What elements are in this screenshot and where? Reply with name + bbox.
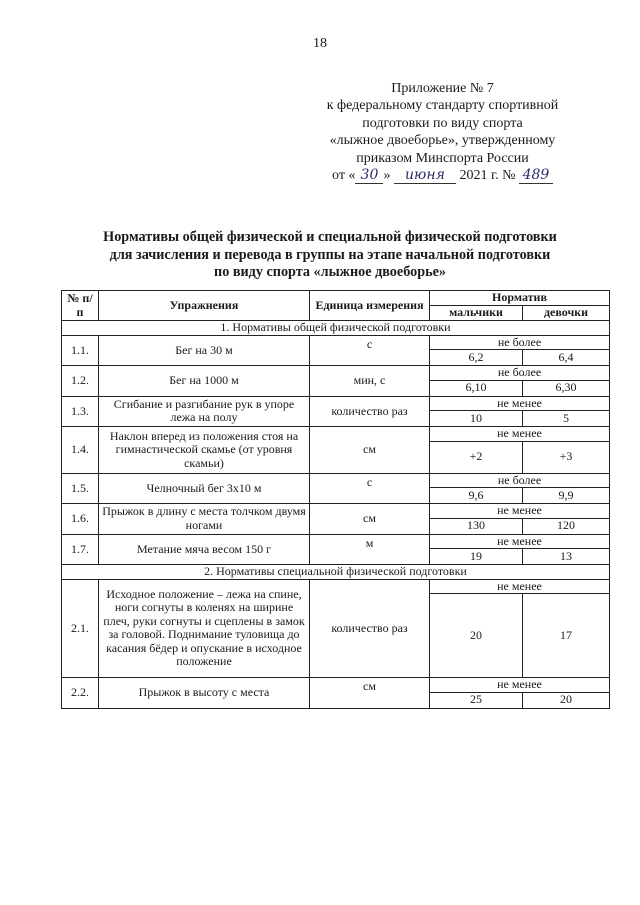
row-qualifier: не более (430, 473, 610, 488)
row-num: 1.2. (62, 366, 99, 397)
handwritten-day: 30 (355, 168, 383, 184)
section-title: 2. Нормативы специальной физической подготовки (62, 565, 610, 580)
row-exercise: Исходное положение – лежа на спине, ноги согнуты в коленях на ширине плеч, руки согнуты и сцеплены в замок за головой. Поднимание туловища до касания бёдер и опускание в исходное положение (99, 579, 310, 678)
header-norm: Норматив (430, 291, 610, 306)
row-girls-value: 13 (523, 549, 610, 565)
row-girls-value: 9,9 (523, 488, 610, 504)
row-boys-value: 9,6 (430, 488, 523, 504)
row-unit: количество раз (310, 396, 430, 427)
table-row (62, 678, 610, 693)
row-girls-value: 5 (523, 411, 610, 427)
row-unit: см (310, 504, 430, 535)
row-exercise: Прыжок в высоту с места (99, 678, 310, 709)
row-exercise: Челночный бег 3х10 м (99, 473, 310, 504)
header-exercise: Упражнения (99, 291, 310, 321)
row-unit: с (310, 335, 430, 366)
table-row (62, 534, 610, 549)
row-qualifier: не менее (430, 579, 610, 594)
row-exercise: Бег на 1000 м (99, 366, 310, 397)
date-mid: » (383, 168, 391, 184)
row-boys-value: 25 (430, 692, 523, 708)
row-girls-value: 17 (523, 594, 610, 678)
table-row (62, 473, 610, 488)
row-qualifier: не менее (430, 427, 610, 442)
header-girls: девочки (523, 306, 610, 321)
page-number: 18 (313, 36, 327, 51)
appendix-line: Приложение № 7 (391, 81, 494, 96)
row-boys-value: 130 (430, 518, 523, 534)
section-row (62, 321, 610, 336)
row-boys-value: 6,2 (430, 350, 523, 366)
handwritten-month: июня (394, 168, 456, 184)
row-exercise: Сгибание и разгибание рук в упоре лежа на полу (99, 396, 310, 427)
handwritten-order-number: 489 (519, 168, 553, 184)
table-header-row (62, 291, 610, 306)
row-num: 2.1. (62, 579, 99, 678)
table-row (62, 366, 610, 381)
appendix-line: приказом Минспорта России (356, 150, 529, 166)
row-num: 1.4. (62, 427, 99, 474)
row-boys-value: 19 (430, 549, 523, 565)
row-num: 1.1. (62, 335, 99, 366)
section-title: 1. Нормативы общей физической подготовки (62, 321, 610, 336)
row-boys-value: 6,10 (430, 380, 523, 396)
row-qualifier: не менее (430, 678, 610, 693)
row-exercise: Прыжок в длину с места толчком двумя ногами (99, 504, 310, 535)
section-row (62, 565, 610, 580)
header-boys: мальчики (430, 306, 523, 321)
row-boys-value: 20 (430, 594, 523, 678)
title-line: Нормативы общей физической и специальной физической подготовки (103, 229, 557, 245)
table-row (62, 427, 610, 442)
row-num: 2.2. (62, 678, 99, 709)
row-boys-value: 10 (430, 411, 523, 427)
row-girls-value: 6,30 (523, 380, 610, 396)
row-num: 1.3. (62, 396, 99, 427)
header-num: № п/п (62, 291, 99, 321)
date-year: 2021 г. № (459, 168, 516, 184)
row-num: 1.7. (62, 534, 99, 565)
appendix-line: к федеральному стандарту спортивной (326, 98, 559, 114)
row-unit: см (310, 678, 430, 709)
row-qualifier: не менее (430, 396, 610, 411)
date-prefix: от « (332, 168, 356, 184)
document-title (70, 229, 590, 282)
row-girls-value: 20 (523, 692, 610, 708)
order-date-line (300, 167, 585, 184)
title-line: по виду спорта «лыжное двоеборье» (214, 264, 446, 280)
title-line: для зачисления и перевода в группы на этапе начальной подготовки (109, 246, 551, 263)
appendix-block (300, 80, 585, 184)
row-unit: м (310, 534, 430, 565)
row-exercise: Наклон вперед из положения стоя на гимнастической скамье (от уровня скамьи) (99, 427, 310, 474)
row-exercise: Метание мяча весом 150 г (99, 534, 310, 565)
row-qualifier: не менее (430, 534, 610, 549)
norms-table (61, 290, 610, 709)
header-unit: Единица измерения (310, 291, 430, 321)
row-num: 1.6. (62, 504, 99, 535)
row-girls-value: 120 (523, 518, 610, 534)
table-row (62, 396, 610, 411)
row-girls-value: 6,4 (523, 350, 610, 366)
table-row (62, 335, 610, 350)
row-boys-value: +2 (430, 441, 523, 473)
table-row (62, 579, 610, 594)
row-qualifier: не более (430, 335, 610, 350)
row-unit: с (310, 473, 430, 504)
row-unit: см (310, 427, 430, 474)
row-exercise: Бег на 30 м (99, 335, 310, 366)
row-qualifier: не менее (430, 504, 610, 519)
row-qualifier: не более (430, 366, 610, 381)
row-unit: мин, с (310, 366, 430, 397)
row-girls-value: +3 (523, 441, 610, 473)
row-num: 1.5. (62, 473, 99, 504)
appendix-line: подготовки по виду спорта (362, 115, 523, 131)
table-row (62, 504, 610, 519)
appendix-line: «лыжное двоеборье», утвержденному (329, 133, 556, 149)
row-unit: количество раз (310, 579, 430, 678)
